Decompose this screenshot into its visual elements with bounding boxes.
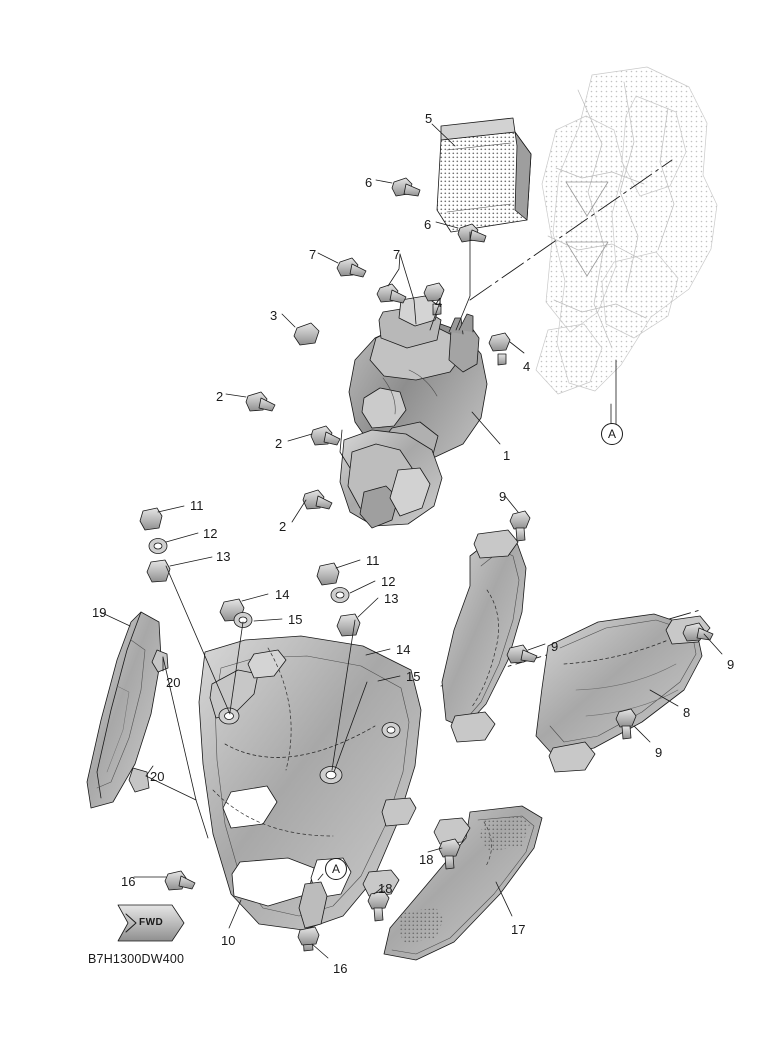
callout-10: 10 <box>221 933 236 948</box>
callout-13b: 13 <box>384 591 399 606</box>
section-marker-a-lower: A <box>325 858 347 880</box>
callout-2a: 2 <box>216 389 224 404</box>
callout-9c: 9 <box>727 657 735 672</box>
callout-11b: 11 <box>366 553 380 568</box>
callout-14b: 14 <box>396 642 411 657</box>
callout-7a: 7 <box>309 247 317 262</box>
callout-20a: 20 <box>166 675 181 690</box>
callout-9a: 9 <box>499 489 507 504</box>
callout-1: 1 <box>503 448 511 463</box>
callout-5: 5 <box>425 111 433 126</box>
callout-7b: 7 <box>393 247 401 262</box>
callout-18b: 18 <box>378 881 393 896</box>
callout-19: 19 <box>92 605 107 620</box>
callout-12a: 12 <box>203 526 218 541</box>
callout-8: 8 <box>683 705 691 720</box>
callout-6b: 6 <box>424 217 432 232</box>
callout-14a: 14 <box>275 587 290 602</box>
callout-4a: 4 <box>435 295 443 310</box>
callout-9d: 9 <box>655 745 663 760</box>
callout-9b: 9 <box>551 639 559 654</box>
callout-15a: 15 <box>288 612 303 627</box>
callout-20b: 20 <box>150 769 165 784</box>
callout-16a: 16 <box>121 874 136 889</box>
section-marker-a-upper: A <box>601 423 623 445</box>
callout-6a: 6 <box>365 175 373 190</box>
diagram-part-code: B7H1300DW400 <box>88 952 185 966</box>
callout-3: 3 <box>270 308 278 323</box>
callout-2c: 2 <box>279 519 287 534</box>
callout-17: 17 <box>511 922 526 937</box>
callout-12b: 12 <box>381 574 396 589</box>
fwd-marker-label: FWD <box>139 917 164 928</box>
callout-2b: 2 <box>275 436 283 451</box>
callout-15b: 15 <box>406 669 421 684</box>
callout-11a: 11 <box>190 498 204 513</box>
callout-13a: 13 <box>216 549 231 564</box>
callout-16b: 16 <box>333 961 348 976</box>
callout-18a: 18 <box>419 852 434 867</box>
callout-4b: 4 <box>523 359 531 374</box>
